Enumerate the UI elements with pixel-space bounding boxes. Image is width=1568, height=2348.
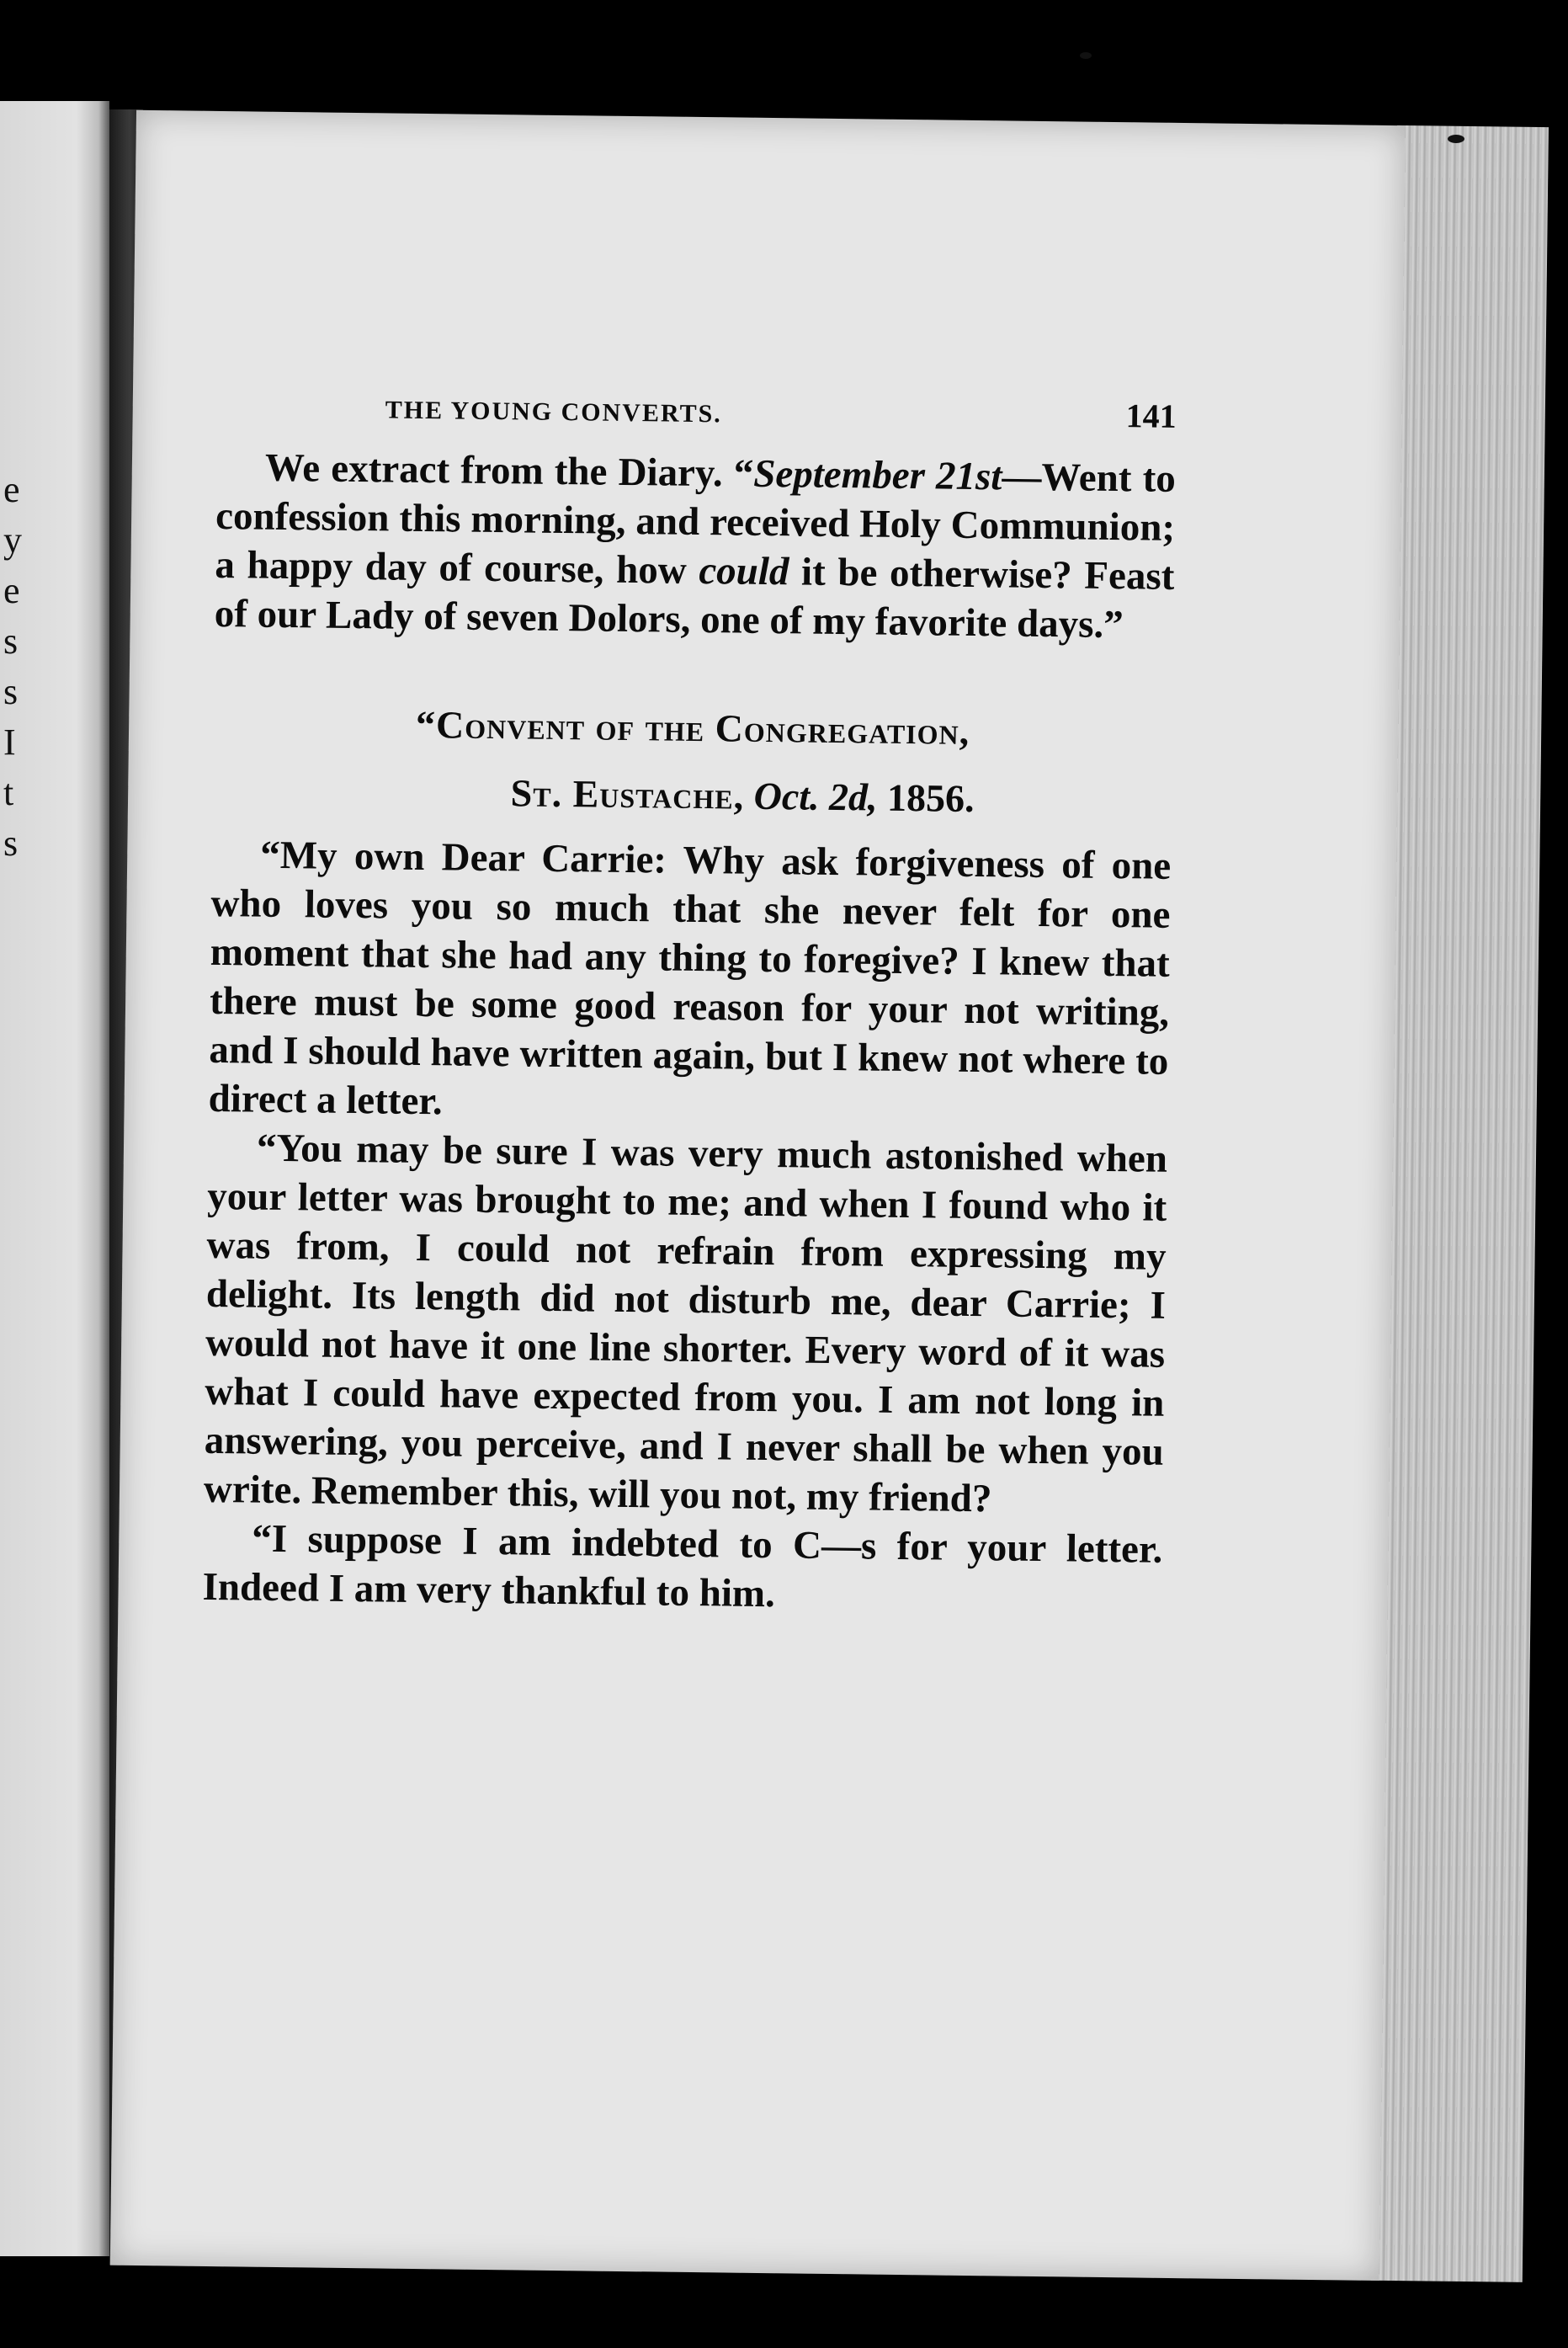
scan-speck: [1448, 135, 1464, 143]
left-page-fragment: [0, 101, 109, 2256]
letter-heading-date: [212, 764, 1172, 827]
scan-speck: [1080, 52, 1092, 59]
left-page-letter: t: [3, 772, 14, 813]
running-title: THE YOUNG CONVERTS.: [385, 396, 722, 429]
left-page-letter: s: [3, 620, 19, 662]
diary-lead: We extract from the Diary. “: [264, 445, 754, 496]
left-page-letter: s: [3, 823, 19, 864]
diary-date: September 21st: [752, 451, 1002, 499]
left-page-letter: y: [3, 519, 22, 561]
page-text: [202, 385, 1177, 1623]
letter-place: St. Eustache,: [510, 771, 745, 817]
diary-body: —Went to confession this morning, and received Holy Communion; a happy day of course, how: [215, 455, 1177, 593]
paragraph-letter-3: “I suppose I am indebted to C—s for your letter. Indeed I am very thankful to him.: [202, 1516, 1163, 1616]
running-head: [217, 385, 1177, 436]
letter-heading-convent: “Convent of the Congregation,: [415, 702, 970, 753]
page-number: 141: [1125, 397, 1177, 435]
book-page: [110, 110, 1406, 2281]
letter-date: Oct. 2d,: [753, 774, 878, 819]
diary-emphasis: could: [699, 548, 789, 594]
left-page-letter: I: [3, 721, 16, 763]
diary-tail: it be otherwise? Feast of our Lady of seven Dolors, one of my favorite days.”: [214, 550, 1175, 647]
paragraph-diary: [214, 443, 1176, 650]
letter-year: 1856.: [886, 775, 975, 821]
paragraph-letter-1: “My own Dear Carrie: Why ask forgiveness of one who loves you so much that she never felt for one moment that she had any thing to foregive? I knew that there must be some good reason for your not writing, and I should have written again, but I knew not where to direct a letter.: [208, 833, 1172, 1124]
left-page-letter: e: [3, 469, 20, 510]
left-page-letter: s: [3, 671, 19, 712]
paragraph-letter-2: “You may be sure I was very much astonished when your letter was brought to me; and when I found who it was from, I could not refrain from expressing my delight. Its length did not disturb me, dear Carrie; I would not have it one line shorter. Every word of it was what I could have expected from you. I am not long in answering, you perceive, and I never shall be when you write. Remember this, will you not, my friend?: [203, 1126, 1168, 1521]
left-page-letter: e: [3, 570, 20, 611]
